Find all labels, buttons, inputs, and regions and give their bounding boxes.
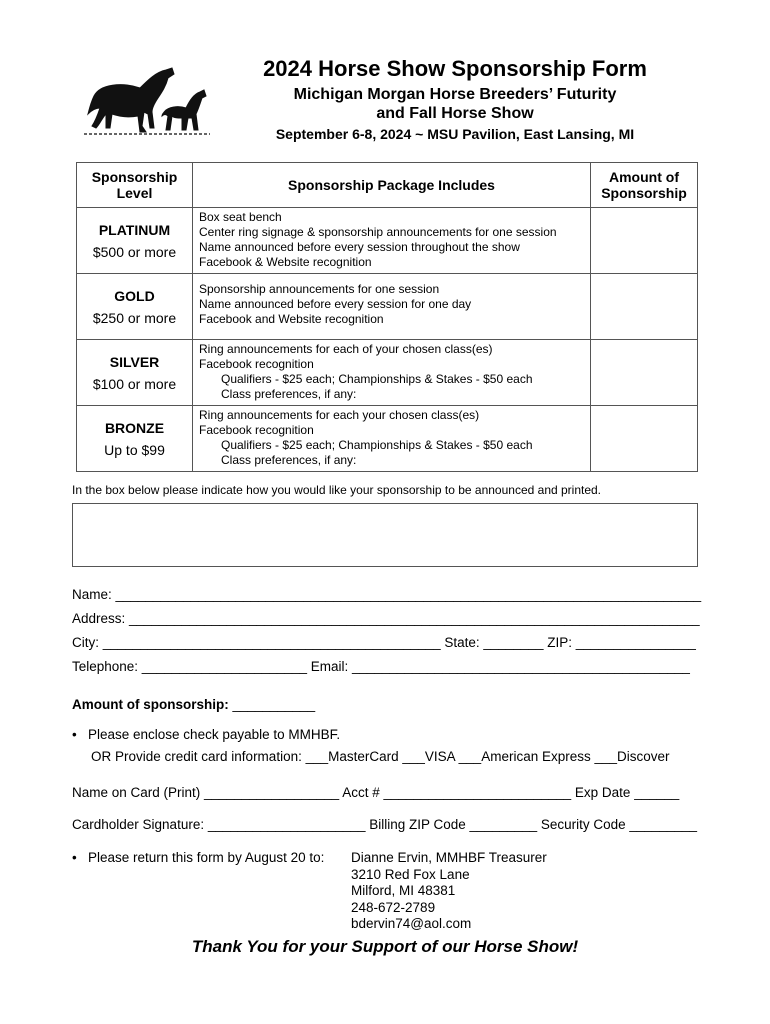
- return-address: Dianne Ervin, MMHBF Treasurer 3210 Red Fox Lane Milford, MI 48381 248-672-2789 bdervin74@aol.com: [351, 850, 547, 931]
- package-cell: [193, 274, 591, 340]
- table-row-silver: [77, 340, 698, 406]
- amount-label: Amount of sponsorship:: [72, 697, 229, 712]
- amount-input-cell[interactable]: [591, 274, 698, 340]
- package-item: Qualifiers - $25 each; Championships & Stakes - $50 each: [221, 438, 533, 452]
- package-item: Class preferences, if any:: [221, 387, 357, 401]
- org-name-line2: and Fall Horse Show: [376, 105, 534, 122]
- amount-input-cell[interactable]: [591, 406, 698, 472]
- level-amount: $100 or more: [92, 375, 177, 392]
- level-amount: $500 or more: [92, 243, 177, 260]
- amount-of-sponsorship-field[interactable]: [72, 697, 315, 712]
- address-field[interactable]: Address: ____________________________________________________________________________: [72, 611, 700, 626]
- level-name: SILVER: [109, 353, 160, 370]
- package-item: Qualifiers - $25 each; Championships & Stakes - $50 each: [221, 372, 533, 386]
- table-row-platinum: [77, 208, 698, 274]
- level-amount: Up to $99: [104, 441, 165, 458]
- package-item: Name announced before every session throughout the show: [199, 240, 520, 254]
- package-item: Ring announcements for each your chosen class(es): [199, 408, 480, 422]
- package-item: Name announced before every session for one day: [199, 297, 472, 311]
- event-dates: September 6-8, 2024 ~ MSU Pavilion, East Lansing, MI: [275, 126, 635, 142]
- card-type-options[interactable]: OR Provide credit card information: ___MasterCard ___VISA ___American Express ___Discover: [91, 749, 670, 764]
- table-row-bronze: [77, 406, 698, 472]
- package-item: Facebook recognition: [199, 423, 314, 437]
- page-title: 2024 Horse Show Sponsorship Form: [263, 56, 647, 81]
- column-header: Amount of Sponsorship: [591, 163, 698, 208]
- city-state-zip-field[interactable]: City: _____________________________________________ State: ________ ZIP: ________________: [72, 635, 696, 650]
- announcement-text-box[interactable]: [72, 503, 698, 567]
- bullet-icon: •: [72, 727, 77, 742]
- level-name: BRONZE: [104, 419, 165, 436]
- package-item: Facebook and Website recognition: [199, 312, 384, 326]
- package-item: Class preferences, if any:: [221, 453, 357, 467]
- package-item: Box seat bench: [199, 210, 282, 224]
- announcement-instruction: In the box below please indicate how you would like your sponsorship to be announced and printed.: [72, 483, 602, 497]
- signature-zip-security-field[interactable]: Cardholder Signature: _____________________ Billing ZIP Code _________ Security Code _________: [72, 817, 697, 832]
- package-item: Facebook recognition: [199, 357, 314, 371]
- table-row-gold: [77, 274, 698, 340]
- name-field[interactable]: Name: ______________________________________________________________________________: [72, 587, 702, 602]
- package-item: Facebook & Website recognition: [199, 255, 372, 269]
- return-instruction: • Please return this form by August 20 to:: [72, 850, 325, 865]
- telephone-email-field[interactable]: Telephone: ______________________ Email: _____________________________________________: [72, 659, 690, 674]
- level-name: PLATINUM: [98, 221, 171, 238]
- column-header: Sponsorship Package Includes: [193, 163, 591, 208]
- card-name-acct-exp-field[interactable]: Name on Card (Print) __________________ Acct # _________________________ Exp Date ______: [72, 785, 680, 800]
- package-cell: [193, 406, 591, 472]
- package-item: Ring announcements for each of your chosen class(es): [199, 342, 493, 356]
- horses-logo-icon: [82, 66, 212, 140]
- column-header: Sponsorship Level: [77, 163, 193, 208]
- bullet-icon: •: [72, 850, 77, 865]
- thank-you-message: Thank You for your Support of our Horse Show!: [191, 937, 579, 956]
- package-cell: [193, 208, 591, 274]
- org-name-line1: Michigan Morgan Horse Breeders’ Futurity: [293, 86, 617, 103]
- package-item: Center ring signage & sponsorship announcements for one session: [199, 225, 557, 239]
- amount-blank[interactable]: ___________: [228, 697, 316, 712]
- check-instruction: • Please enclose check payable to MMHBF.: [72, 727, 341, 742]
- email-address: bdervin74@aol.com: [351, 916, 472, 931]
- package-item: Sponsorship announcements for one session: [199, 282, 440, 296]
- level-name: GOLD: [114, 287, 155, 304]
- table-header-row: [77, 163, 698, 208]
- package-cell: [193, 340, 591, 406]
- sponsorship-table: [76, 162, 698, 472]
- amount-input-cell[interactable]: [591, 208, 698, 274]
- amount-input-cell[interactable]: [591, 340, 698, 406]
- level-amount: $250 or more: [92, 309, 177, 326]
